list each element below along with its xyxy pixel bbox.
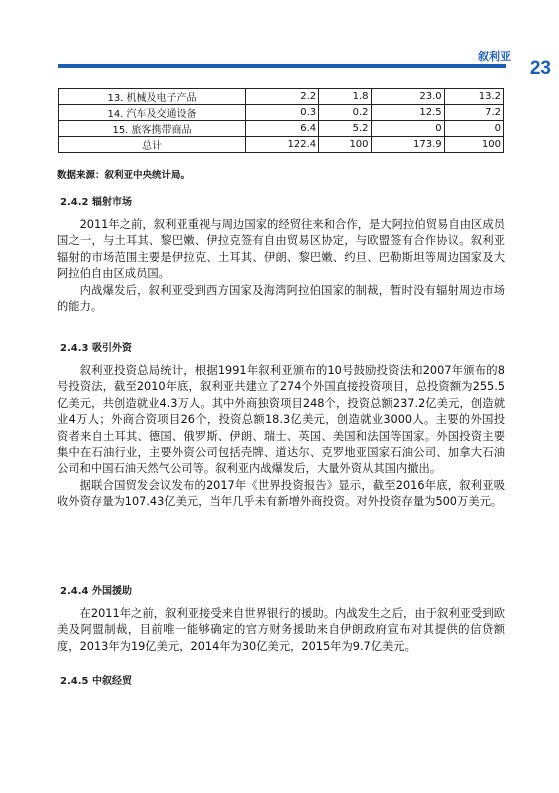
table-cell: 7.2 (444, 105, 503, 121)
section-body-foreign-aid (57, 606, 505, 655)
table-row (59, 121, 504, 137)
paragraph: 2011年之前，叙利亚重视与周边国家的经贸往来和合作，是大阿拉伯贸易自由区成员国之一，与土耳其、黎巴嫩、伊拉克签有自由贸易区协定，与欧盟签有合作协议。叙利亚辐射的市场范围主要是伊拉克、土耳其、伊朗、黎巴嫩、约旦、巴勒斯坦等周边国家及大阿拉伯自由区成员国。 (57, 218, 505, 281)
table-cell: 15. 旅客携带商品 (59, 121, 246, 137)
table-cell: 13.2 (444, 89, 503, 105)
table-cell: 122.4 (246, 137, 319, 153)
section-body-foreign-investment (57, 363, 505, 511)
table-cell: 0.3 (246, 105, 319, 121)
table-cell: 14. 汽车及交通设备 (59, 105, 246, 121)
section-body-radiation-market (57, 217, 505, 315)
table-source-note: 数据来源：叙利亚中央统计局。 (57, 170, 191, 181)
section-heading-radiation-market: 2.4.2 辐射市场 (60, 197, 132, 208)
table-cell: 0 (371, 121, 444, 137)
paragraph: 叙利亚投资总局统计，根据1991年叙利亚颁布的10号鼓励投资法和2007年颁布的8号投资法，截至2010年底，叙利亚共建立了274个外国直接投资项目，总投资额为255.5亿美元，共创造就业4.3万人。其中外商独资项目248个，投资总额237.2亿美元，创造就业4万人；外商合资项目26个，投资总额18.3亿美元，创造就业3000人。主要的外国投资者来自土耳其、德国、俄罗斯、伊朗、瑞士、英国、美国和法国等国家。外国投资主要集中在石油行业，主要外资公司包括壳牌、道达尔、克罗地亚国家石油公司、加拿大石油公司和中国石油天然气公司等。叙利亚内战爆发后，大量外资从其国内撤出。 (57, 364, 505, 476)
page-number: 23 (529, 58, 551, 79)
header-country-name: 叙利亚 (478, 50, 511, 63)
paragraph: 据联合国贸发会议发布的2017年《世界投资报告》显示，截至2016年底，叙利亚吸收外资存量为107.43亿美元，当年几乎未有新增外商投资。对外投资存量为500万美元。 (57, 478, 505, 509)
table-total-row (59, 137, 504, 153)
trade-table (58, 88, 504, 153)
paragraph: 在2011年之前，叙利亚接受来自世界银行的援助。内战发生之后，由于叙利亚受到欧美及阿盟制裁，目前唯一能够确定的官方财务援助来自伊朗政府宣布对其提供的信贷额度，2013年为19亿美元，2014年为30亿美元，2015年为9.7亿美元。 (57, 607, 505, 653)
table-cell: 1.8 (319, 89, 371, 105)
table-row (59, 89, 504, 105)
table-cell: 23.0 (371, 89, 444, 105)
table-cell: 100 (319, 137, 371, 153)
table-cell: 12.5 (371, 105, 444, 121)
table-cell: 0 (444, 121, 503, 137)
table-cell: 5.2 (319, 121, 371, 137)
table-cell: 6.4 (246, 121, 319, 137)
header-rule (58, 64, 506, 68)
table-cell: 2.2 (246, 89, 319, 105)
table-cell: 100 (444, 137, 503, 153)
table-cell: 173.9 (371, 137, 444, 153)
section-heading-china-syria-trade: 2.4.5 中叙经贸 (60, 676, 132, 687)
table-cell: 13. 机械及电子产品 (59, 89, 246, 105)
table-cell: 0.2 (319, 105, 371, 121)
paragraph: 内战爆发后，叙利亚受到西方国家及海湾阿拉伯国家的制裁，暂时没有辐射周边市场的能力。 (57, 283, 505, 314)
table-row (59, 105, 504, 121)
section-heading-foreign-investment: 2.4.3 吸引外资 (60, 343, 132, 354)
table-cell: 总计 (59, 137, 246, 153)
section-heading-foreign-aid: 2.4.4 外国援助 (60, 586, 132, 597)
